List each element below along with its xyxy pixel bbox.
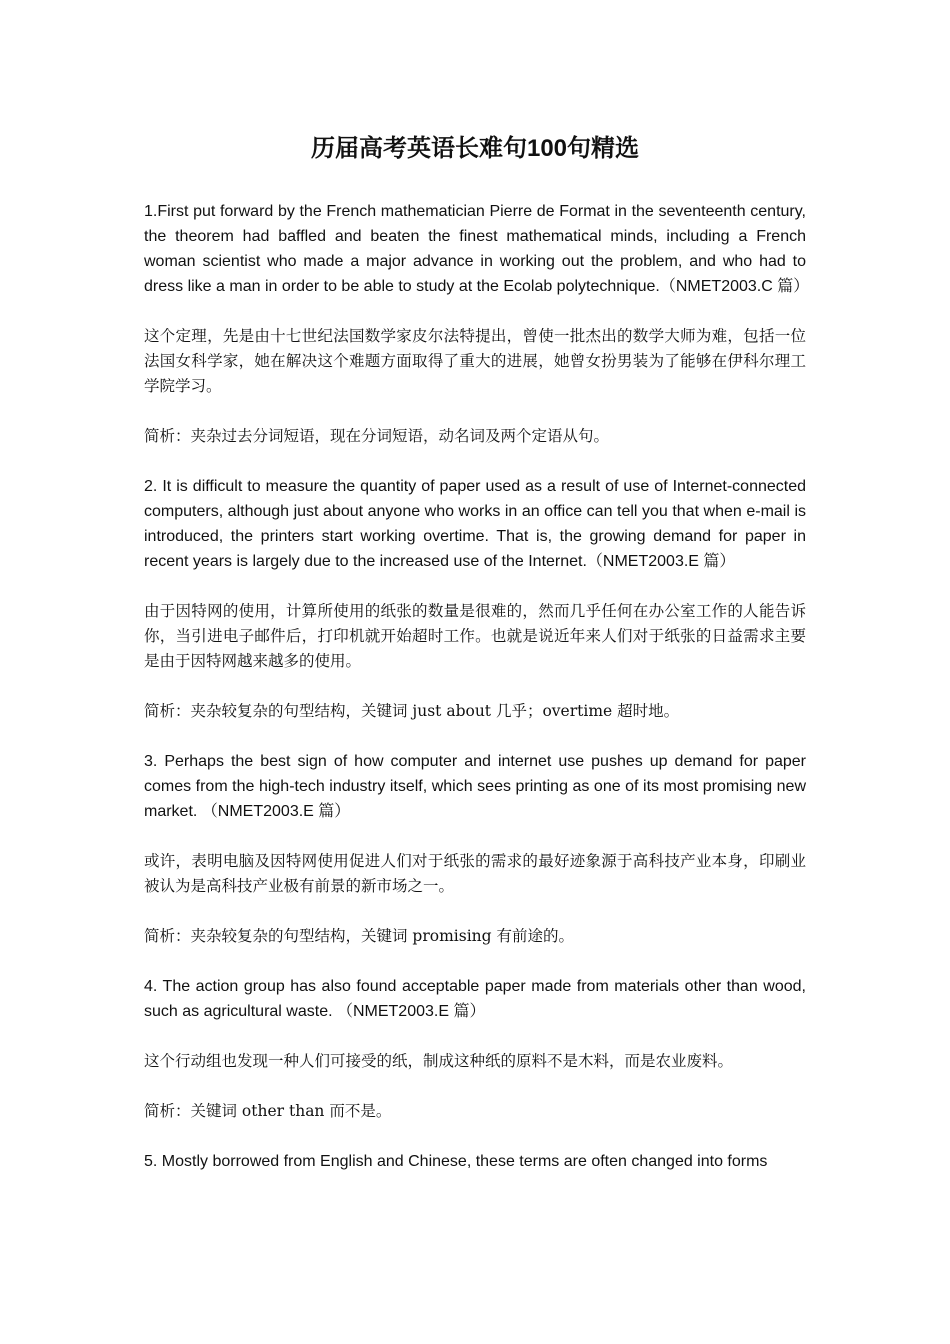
document-body xyxy=(144,199,810,1199)
sentence-1-english: 1.First put forward by the French mathematician Pierre de Format in the seventeenth century, the theorem had baffled and beaten the finest mathematical minds, including a French woman scientist who made a major advance in working out the problem, and who had to dress like a man in order to be able to study at the Ecolab polytechnique.（NMET2003.C 篇） xyxy=(144,203,810,295)
sentence-3-analysis: 简析：夹杂较复杂的句型结构，关键词 promising 有前途的。 xyxy=(144,927,574,945)
sentence-2-translation: 由于因特网的使用，计算所使用的纸张的数量是很难的，然而几乎任何在办公室工作的人能告诉你，当引进电子邮件后，打印机就开始超时工作。也就是说近年来人们对于纸张的日益需求主要是由于因特网越来越多的使用。 xyxy=(144,602,806,670)
sentence-3-translation: 或许，表明电脑及因特网使用促进人们对于纸张的需求的最好迹象源于高科技产业本身，印刷业被认为是高科技产业极有前景的新市场之一。 xyxy=(144,852,806,895)
sentence-4-analysis: 简析：关键词 other than 而不是。 xyxy=(144,1102,392,1120)
sentence-5-english: 5. Mostly borrowed from English and Chinese, these terms are often changed into forms xyxy=(144,1153,768,1170)
sentence-1-analysis: 简析：夹杂过去分词短语，现在分词短语，动名词及两个定语从句。 xyxy=(144,427,610,445)
sentence-2-english: 2. It is difficult to measure the quantity of paper used as a result of use of Internet-connected computers, although just about anyone who works in an office can tell you that when e-mail is introduced, the printers start working overtime. That is, the growing demand for paper in recent years is largely due to the increased use of the Internet.（NMET2003.E 篇） xyxy=(144,478,806,570)
sentence-2-analysis: 简析：夹杂较复杂的句型结构，关键词 just about 几乎；overtime 超时地。 xyxy=(144,702,680,720)
document-title: 历届高考英语长难句100句精选 xyxy=(310,135,640,162)
sentence-4-english: 4. The action group has also found acceptable paper made from materials other than wood, such as agricultural waste. （NMET2003.E 篇） xyxy=(144,978,806,1020)
sentence-4-translation: 这个行动组也发现一种人们可接受的纸，制成这种纸的原料不是木料，而是农业废料。 xyxy=(144,1052,734,1070)
sentence-3-english: 3. Perhaps the best sign of how computer and internet use pushes up demand for paper comes from the high-tech industry itself, which sees printing as one of its most promising new market. （NMET2003.E 篇） xyxy=(144,753,806,820)
sentence-1-translation: 这个定理，先是由十七世纪法国数学家皮尔法特提出，曾使一批杰出的数学大师为难，包括一位法国女科学家，她在解决这个难题方面取得了重大的进展，她曾女扮男装为了能够在伊科尔理工学院学习。 xyxy=(144,327,806,395)
